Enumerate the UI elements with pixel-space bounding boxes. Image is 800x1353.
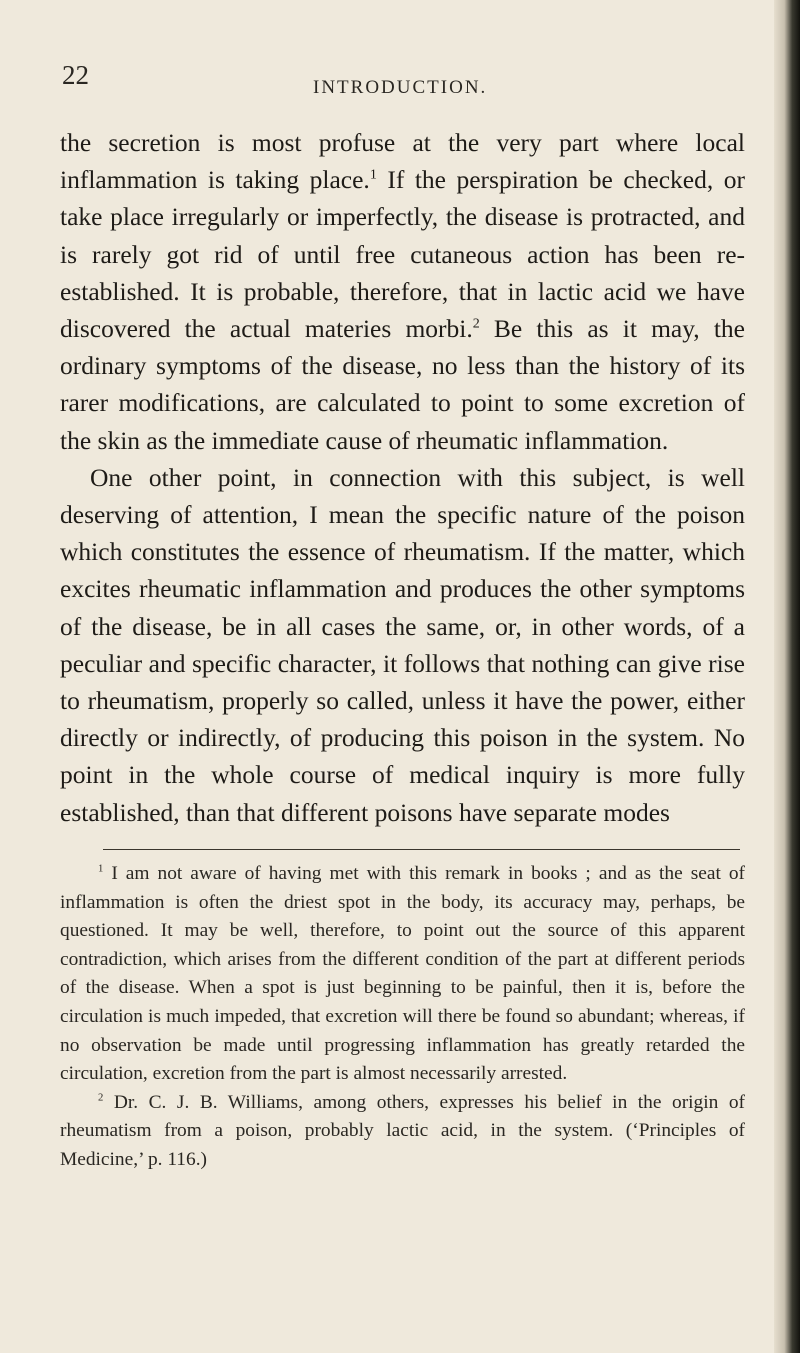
paragraph-1-text-b: If the perspiration be checked, or take place irregularly or imperfectly, the disease is protracted, and is rarely got rid of until free cutaneous action has been re-established. It is probable, therefore, that in lactic acid we have discovered the actual materies morbi.	[60, 165, 745, 344]
footnote-1-text: I am not aware of having met with this remark in books ; and as the seat of inflammation is often the driest spot in the body, its accuracy may, perhaps, be questioned. It may be well, therefore, to point out the source of this apparent contradiction, which arises from the different condition of the part at different periods of the disease. When a spot is just beginning to be painful, then it is, before the circulation is much impeded, that excretion will there be found so abundant; whereas, if no observation be made until progressing inflammation has greatly retarded the circulation, excretion from the part is almost necessarily arrested.	[60, 863, 745, 1085]
body-text	[60, 124, 745, 831]
page-edge-shadow	[774, 0, 800, 1353]
footnote-1-marker: 1	[98, 862, 104, 875]
paragraph-1-text-c: Be this as it may, the ordinary symptoms of the disease, no less than the history of its rarer modifications, are calculated to point to some excretion of the skin as the immediate cause of rheumatic inflammation.	[60, 314, 745, 455]
footnote-2	[60, 1089, 745, 1175]
footnote-ref-2: 2	[472, 316, 480, 332]
running-head: INTRODUCTION.	[313, 77, 488, 98]
footnote-1	[60, 860, 745, 1089]
footnotes	[60, 860, 745, 1175]
footnote-2-marker: 2	[98, 1091, 104, 1104]
page-number: 22	[62, 60, 89, 90]
footnote-divider	[103, 849, 740, 850]
paragraph-1-text-a: the secretion is most profuse at the very part where local inflammation is taking place.	[60, 128, 745, 195]
footnote-ref-1: 1	[369, 167, 377, 183]
page-header	[0, 60, 800, 110]
paragraph-1	[60, 124, 745, 459]
paragraph-2: One other point, in connection with this subject, is well deserving of attention, I mean the specific nature of the poison which constitutes the essence of rheumatism. If the matter, which excites rheumatic inflammation and produces the other symptoms of the disease, be in all cases the same, or, in other words, of a peculiar and specific character, it follows that nothing can give rise to rheumatism, properly so called, unless it have the power, either directly or indirectly, of producing this poison in the system. No point in the whole course of medical inquiry is more fully established, than that different poisons have separate modes	[60, 462, 745, 827]
footnote-2-text: Dr. C. J. B. Williams, among others, expresses his belief in the origin of rheumatism from a poison, probably lactic acid, in the system. (‘Principles of Medicine,’ p. 116.)	[60, 1091, 745, 1170]
